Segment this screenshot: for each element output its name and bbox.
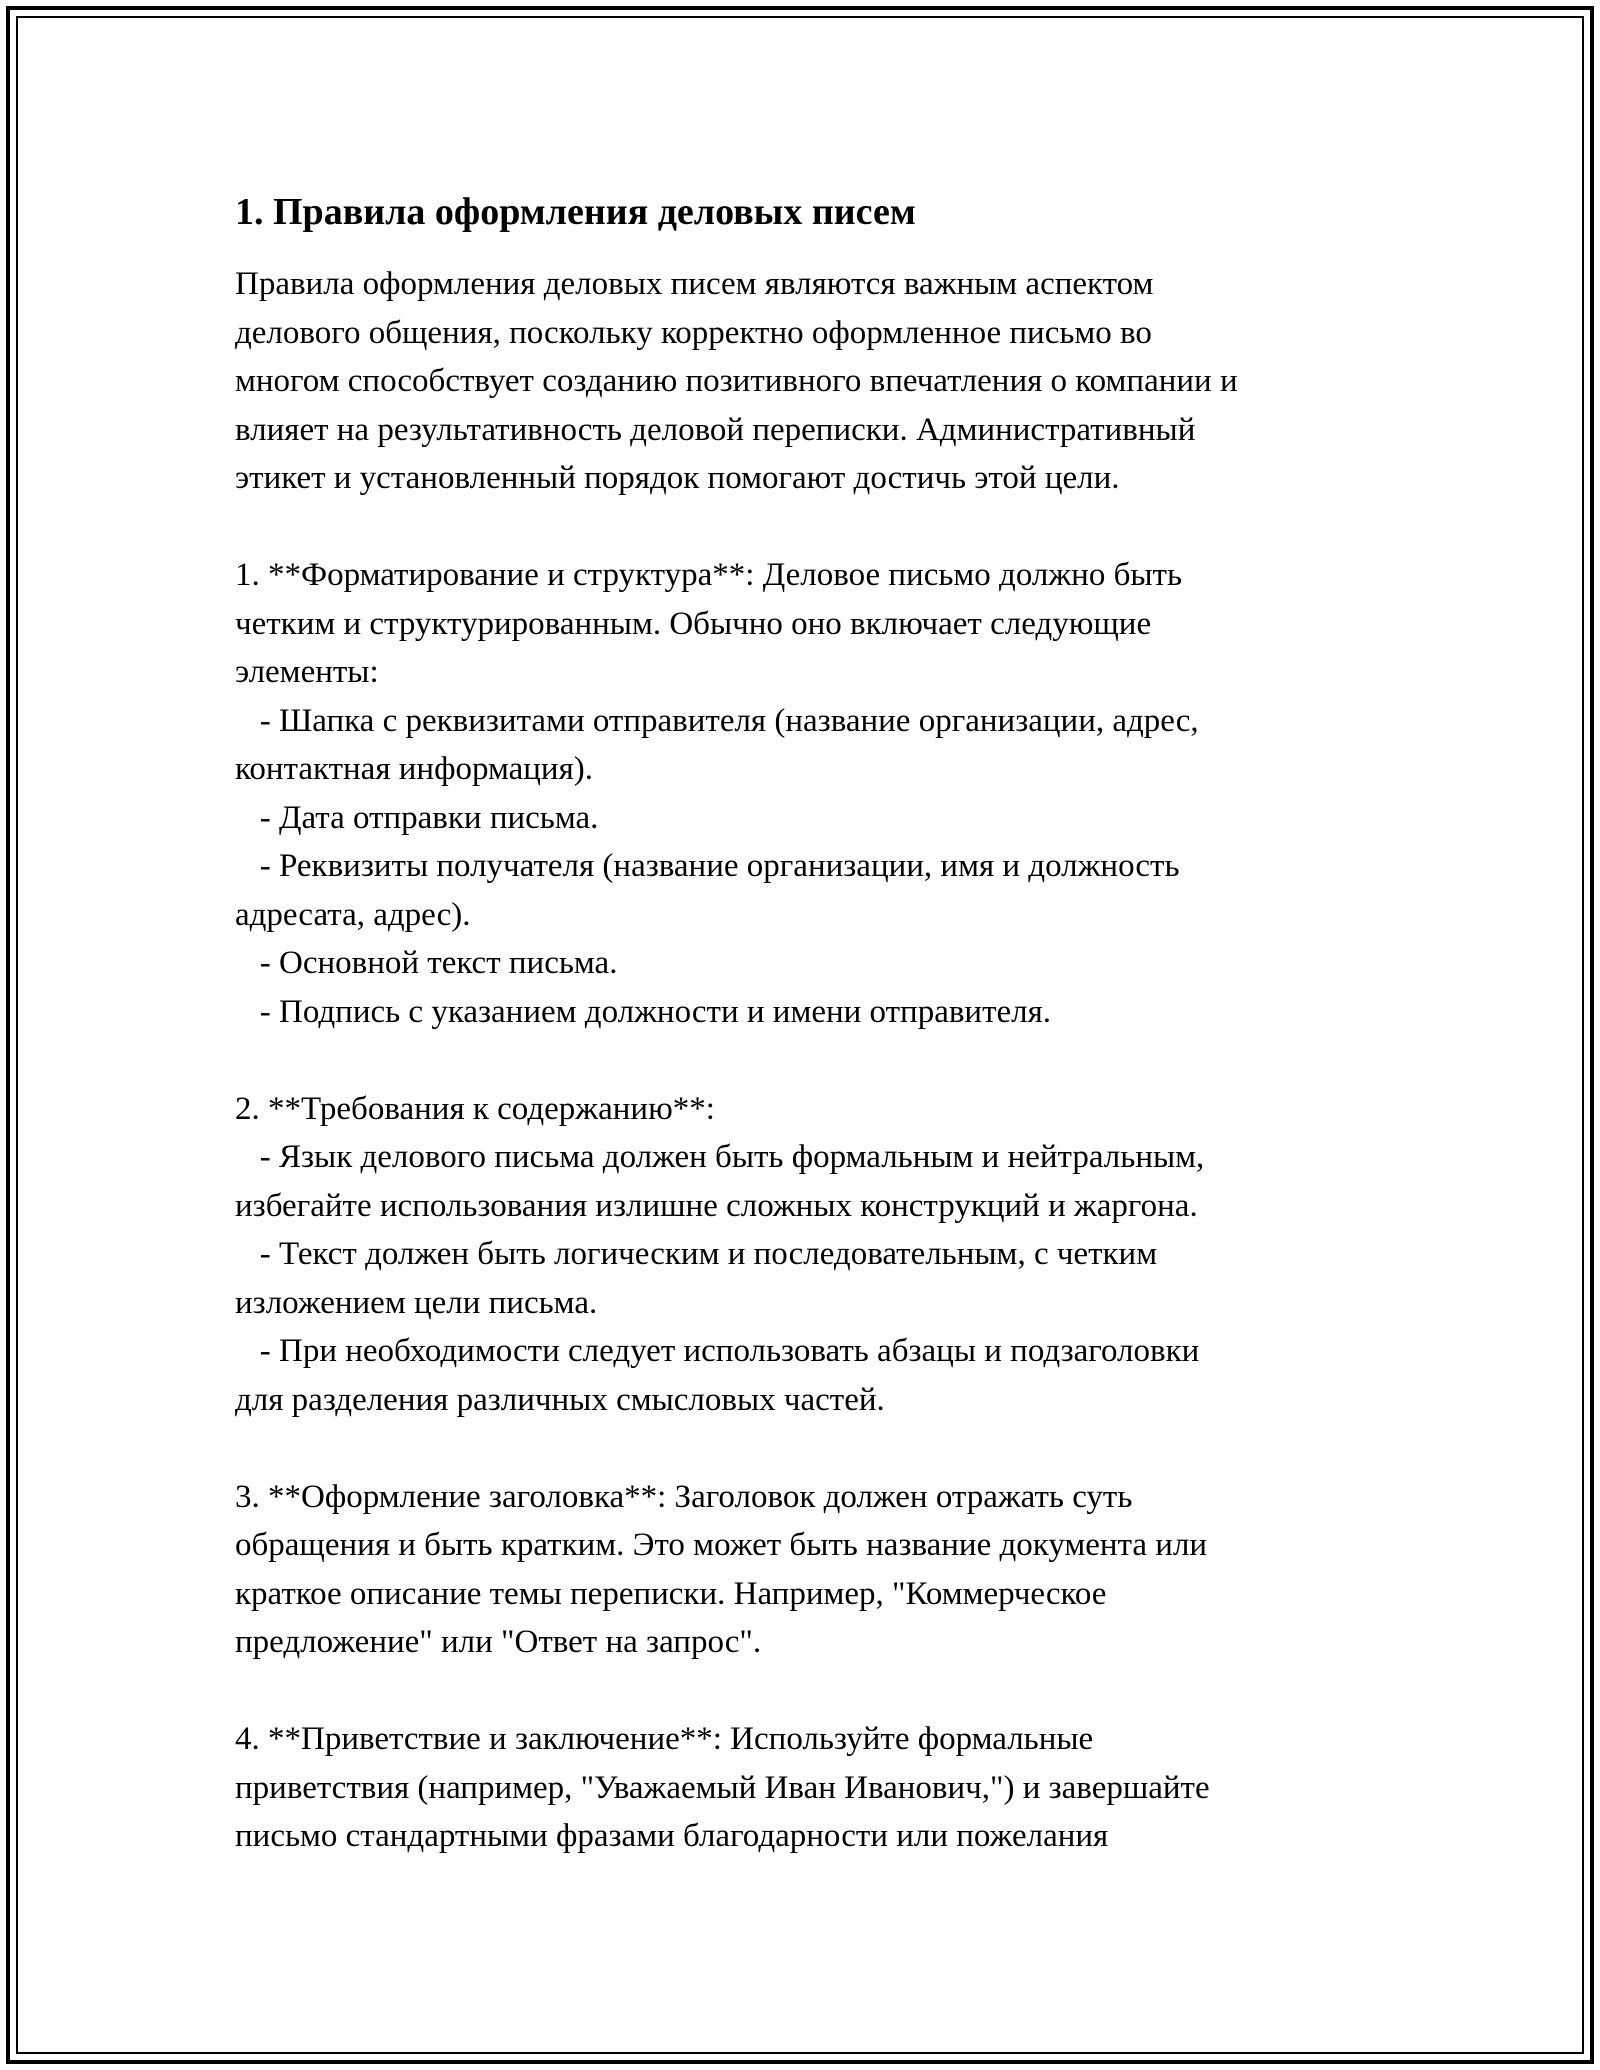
text-line: - Шапка с реквизитами отправителя (название организации, адрес, bbox=[235, 702, 1199, 739]
text-line: - Подпись с указанием должности и имени отправителя. bbox=[235, 993, 1052, 1030]
blank-line bbox=[235, 1424, 1395, 1473]
text-line: делового общения, поскольку корректно оформленное письмо во bbox=[235, 314, 1152, 351]
document-title: 1. Правила оформления деловых писем bbox=[235, 191, 916, 233]
blank-line bbox=[235, 1667, 1395, 1716]
text-line: многом способствует созданию позитивного впечатления о компании и bbox=[235, 363, 1238, 399]
text-line: Правила оформления деловых писем являются важным аспектом bbox=[235, 266, 1154, 302]
text-line: 2. **Требования к содержанию**: bbox=[235, 1090, 715, 1127]
blank-line bbox=[235, 503, 1395, 552]
text-line: изложением цели письма. bbox=[235, 1284, 598, 1321]
text-line: письмо стандартными фразами благодарности или пожелания bbox=[235, 1818, 1109, 1854]
text-line: - Основной текст письма. bbox=[235, 945, 618, 981]
text-line: - Дата отправки письма. bbox=[235, 799, 599, 836]
text-line: 1. **Форматирование и структура**: Деловое письмо должно быть bbox=[235, 557, 1183, 593]
text-line: - Текст должен быть логическим и последовательным, с четким bbox=[235, 1236, 1158, 1272]
text-line: - При необходимости следует использовать абзацы и подзаголовки bbox=[235, 1333, 1200, 1369]
text-line: четким и структурированным. Обычно оно включает следующие bbox=[235, 605, 1152, 642]
text-line: - Реквизиты получателя (название организации, имя и должность bbox=[235, 848, 1180, 884]
text-line: приветствия (например, "Уважаемый Иван Иванович,") и завершайте bbox=[235, 1769, 1210, 1806]
blank-line bbox=[235, 1036, 1395, 1085]
text-line: для разделения различных смысловых частей. bbox=[235, 1381, 885, 1418]
text-line: 3. **Оформление заголовка**: Заголовок должен отражать суть bbox=[235, 1478, 1133, 1515]
text-line: адресата, адрес). bbox=[235, 896, 471, 933]
text-line: предложение" или "Ответ на запрос". bbox=[235, 1624, 762, 1660]
text-line: краткое описание темы переписки. Например, "Коммерческое bbox=[235, 1575, 1107, 1612]
document-text bbox=[235, 260, 1395, 1861]
text-line: обращения и быть кратким. Это может быть название документа или bbox=[235, 1527, 1208, 1563]
text-line: этикет и установленный порядок помогают достичь этой цели. bbox=[235, 460, 1120, 496]
document-body bbox=[235, 188, 1395, 1861]
text-line: - Язык делового письма должен быть формальным и нейтральным, bbox=[235, 1139, 1205, 1175]
text-line: элементы: bbox=[235, 654, 379, 690]
text-line: контактная информация). bbox=[235, 751, 593, 787]
text-line: избегайте использования излишне сложных конструкций и жаргона. bbox=[235, 1187, 1198, 1224]
text-line: влияет на результативность деловой переписки. Административный bbox=[235, 411, 1196, 448]
text-line: 4. **Приветствие и заключение**: Используйте формальные bbox=[235, 1721, 1094, 1757]
